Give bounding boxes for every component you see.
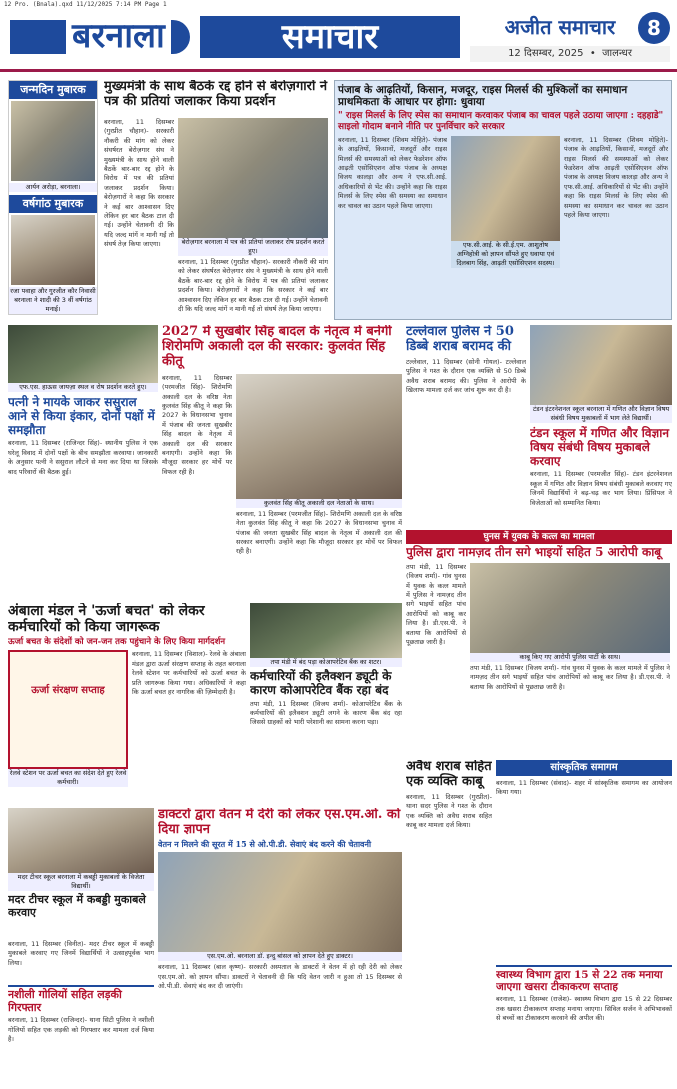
story13-body: बरनाला, 11 दिसम्बर (गुरप्रीत)- थाना सदर पुलिस ने गश्त के दौरान एक व्यक्ति को अवैध शराब सहित काबू कर मामला दर्ज किया। [406,792,492,830]
story4-photo-caption: कुलवंत सिंह कीतू अकाली दल नेताओं के साथ। [236,499,402,508]
paper-name: अजीत समाचार [504,15,616,39]
story7-photo-caption: काबू किए गए आरोपी पुलिस पार्टी के साथ। [470,653,670,662]
birthday-photo [11,101,95,181]
story12-photo-caption: एस.एम.ओ. बरनाला डॉ. इन्दु बांसल को ज्ञापन देते हुए डाक्टर। [158,952,402,961]
story-doctors-memo [158,808,402,1083]
story4-headline: 2027 में सुखबीर सिंह बादल के नेतृत्व में बनेगी शिरोमणि अकाली दल की सरकार: कुलवंत सिंह कीतू [162,325,392,369]
dateline: 12 दिसम्बर, 2025 • जालन्धर [470,46,670,62]
story2-photo-caption: एफ.सी.आई. के सी.ई.एम. आशुतोष अग्निहोत्री को ज्ञापन सौंपते हुए धवाया एवं दिलबाग सिंह, आढ़ती एसोसिएशन सदस्य। [451,241,560,268]
brand-block [10,16,190,56]
story4-body-cont: बरनाला, 11 दिसम्बर (परमजीत सिंह)- शिरोमणि अकाली दल के वरिष्ठ नेता कुलवंत सिंह कीतू ने कहा कि 2027 के विधानसभा चुनाव में पंजाब की जनता सुखबीर सिंह बादल के नेतृत्व में अकाली दल की सरकार बनाएगी। उन्होंने कहा कि मौजूदा सरकार हर मोर्चे पर विफल रही है। [236,509,402,556]
story6-photo-caption: टंडन इंटरनेशनल स्कूल बरनाला में गणित और विज्ञान विषय संबंधी विषय मुकाबलों में भाग लेते विद्यार्थी। [530,405,672,423]
story-arhtiyas [334,80,672,320]
story-vaccination [496,965,672,1083]
date: 12 दिसम्बर, 2025 [508,48,584,59]
story10-photo-caption: मदर टीचर स्कूल बरनाला में कबड्डी मुकाबलों के विजेता विद्यार्थी। [8,873,154,891]
masthead [0,10,677,72]
story8-headline: अंबाला मंडल ने 'ऊर्जा बचत' को लेकर कर्मचारियों को किया जागरूक [8,603,205,636]
anniversary-label: वर्षगांठ मुबारक [9,195,97,213]
story10-body: बरनाला, 11 दिसम्बर (विनीत)- मदर टीचर स्कूल में कबड्डी मुकाबले करवाए गए जिनमें विद्यार्थियों ने उत्साहपूर्वक भाग लिया। [8,940,154,967]
story1-photo-caption: बेरोज़गार बरनाला में पत्र की प्रतियां जलाकर रोष प्रदर्शन करते हुए। [178,238,328,256]
story12-headline: डाक्टरों द्वारा वेतन में देरी को लेकर एस.एम.ओ. को दिया ज्ञापन [158,808,401,837]
story2-body: बरनाला, 11 दिसम्बर (शिवम मोहिते)- पंजाब के आढ़तियों, किसानों, मजदूरों और राइस मिलर्स की समस्याओं को लेकर फेडरेशन ऑफ आढ़ती एसोसिएशन ऑफ पंजाब के अध्यक्ष विजय कालड़ा और अन्य ने एफ.सी.आई. अधिकारियों से भेंट की। उन्होंने कहा कि राइस मिलर्स के लिए स्पेस की समस्या का समाधान कर चावल का उठान पहले किया जाएगा। [338,135,447,210]
story1-body: बरनाला, 11 दिसम्बर (गुरप्रीत चौहान)- सरकारी नौकरी की मांग को लेकर संघर्षरत बेरोज़गार संघ ने मुख्यमंत्री के साथ होने वाली बैठकें बार-बार रद्द होने के विरोध में पत्र की प्रतियां जलाकर प्रदर्शन किया। बेरोज़गारों ने कहा कि सरकार ने कई बार आश्वासन दिए लेकिन हर बार बैठक टाल दी गई। उन्होंने चेतावनी दी कि यदि जल्द मांगें न मानी गईं तो संघर्ष तेज़ किया जाएगा। [104,118,174,249]
city: जालन्धर [602,48,632,59]
masthead-title-left: बरनाला [66,16,171,56]
story-murder-case [406,530,672,755]
story9-body: तपा मंडी, 11 दिसम्बर (विजय शर्मा)- कोआपरेटिव बैंक के कर्मचारियों की इलैक्शन ड्यूटी लगने के कारण बैंक बंद रहा जिससे ग्राहकों को भारी परेशानी का सामना करना पड़ा। [250,699,402,727]
story3-photo [8,325,158,383]
story-akali-dal [162,325,402,600]
story6-body: बरनाला, 11 दिसम्बर (परमजीत सिंह)- टंडन इंटरनेशनल स्कूल में गणित और विज्ञान विषय संबंधी मुकाबले करवाए गए जिनमें विद्यार्थियों ने बढ़-चढ़ कर भाग लिया। प्रिंसिपल ने विजेताओं को सम्मानित किया। [530,470,672,507]
story8-photo-caption: रेलवे स्टेशन पर ऊर्जा बचत का संदेश देते हुए रेलवे कर्मचारी। [9,769,127,787]
story-kabaddi [8,808,154,938]
story1-body-cont: बरनाला, 11 दिसम्बर (गुरप्रीत चौहान)- सरकारी नौकरी की मांग को लेकर संघर्षरत बेरोज़गार संघ ने मुख्यमंत्री के साथ होने वाली बैठकें बार-बार रद्द होने के विरोध में पत्र की प्रतियां जलाकर प्रदर्शन किया। बेरोज़गारों ने कहा कि सरकार ने कई बार आश्वासन दिए लेकिन हर बार बैठक टाल दी गई। उन्होंने चेतावनी दी कि यदि जल्द मांगें न मानी गईं तो संघर्ष तेज़ किया जाएगा। [178,258,328,314]
story15-headline: स्वास्थ्य विभाग द्वारा 15 से 22 तक मनाया जाएगा खसरा टीकाकरण सप्ताह [496,969,663,994]
story1-photo [178,118,328,238]
story4-photo [236,374,402,499]
story3-headline: पत्नी ने मायके जाकर ससुराल आने से किया इंकार, दोनों पक्षों में समझौता [8,395,155,437]
story-cultural [496,760,672,960]
story13-headline: अवैध शराब सहित एक व्यक्ति काबू [406,760,492,789]
story-liquor-recovered [406,325,526,525]
story9-photo [250,603,402,658]
story8-banner-photo [8,650,128,769]
greetings-column [8,80,98,315]
masthead-title-right: समाचार [200,16,460,58]
story7-banner: घुनस में युवक के कत्ल का मामला [406,530,672,544]
story12-subhead: वेतन न मिलने की सूरत में 15 से ओ.पी.डी. सेवाएं बंद करने की चेतावनी [158,838,372,849]
story7-body: तपा मंडी, 11 दिसम्बर (विजय शर्मा)- गांव घुनस में युवक के कत्ल मामले में पुलिस ने नामज़द तीन सगे भाइयों सहित पांच आरोपियों को काबू कर लिया है। डी.एस.पी. ने बताया कि आरोपियों से पूछताछ जारी है। [406,562,466,647]
story-illegal-liquor [406,760,492,1083]
story8-banner-text: ऊर्जा संरक्षण सप्ताह [31,685,105,697]
story6-photo [530,325,672,405]
story8-body: बरनाला, 11 दिसम्बर (विशाल)- रेलवे के अंबाला मंडल द्वारा ऊर्जा संरक्षण सप्ताह के तहत बरनाला रेलवे स्टेशन पर कर्मचारियों को ऊर्जा बचत के प्रति जागरूक किया गया। अधिकारियों ने कहा कि ऊर्जा बचत हर नागरिक की ज़िम्मेदारी है। [132,650,246,696]
story-arrest [8,985,154,1083]
story-family-dispute [8,325,158,600]
story3-photo-caption: एफ.एस. हाऊस जायज़ा स्थल व रोष प्रदर्शन करते हुए। [8,383,158,392]
story15-body: बरनाला, 11 दिसम्बर (राजेश)- स्वास्थ्य विभाग द्वारा 15 से 22 दिसम्बर तक खसरा टीकाकरण सप्ताह मनाया जाएगा। सिविल सर्जन ने अभिभावकों से बच्चों का टीकाकरण करवाने की अपील की। [496,995,672,1022]
anniversary-photo [11,215,95,285]
story11-body: बरनाला, 11 दिसम्बर (राजिन्दर)- थाना सिटी पुलिस ने नशीली गोलियों सहित एक लड़की को गिरफ्तार कर मामला दर्ज किया है। [8,1016,154,1044]
story6-headline: टंडन स्कूल में गणित और विज्ञान विषय संबंधी विषय मुकाबले करवाए [530,426,670,468]
story9-photo-caption: तपा मंडी में बंद पड़ा कोआपरेटिव बैंक का शटर। [250,658,402,667]
story7-headline: पुलिस द्वारा नामज़द तीन सगे भाइयों सहित 5 आरोपी काबू [406,545,662,559]
story-coop-bank [250,603,402,803]
story-protest [104,80,328,315]
story11-headline: नशीली गोलियों सहित लड़की गिरफ्तार [8,988,122,1014]
story2-body-cont: बरनाला, 11 दिसम्बर (शिवम मोहिते)- पंजाब के आढ़तियों, किसानों, मजदूरों और राइस मिलर्स की समस्याओं को लेकर फेडरेशन ऑफ आढ़ती एसोसिएशन ऑफ पंजाब के अध्यक्ष विजय कालड़ा और अन्य ने एफ.सी.आई. अधिकारियों से भेंट की। उन्होंने कहा कि राइस मिलर्स के लिए स्पेस की समस्या का समाधान कर चावल का उठान पहले किया जाएगा। [563,135,668,219]
page-number: 8 [638,12,670,44]
story4-body: बरनाला, 11 दिसम्बर (परमजीत सिंह)- शिरोमणि अकाली दल के वरिष्ठ नेता कुलवंत सिंह कीतू ने कहा कि 2027 के विधानसभा चुनाव में पंजाब की जनता सुखबीर सिंह बादल के नेतृत्व में अकाली दल की सरकार बनाएगी। उन्होंने कहा कि मौजूदा सरकार हर मोर्चे पर विफल रही है। [162,373,232,476]
story7-body-cont: तपा मंडी, 11 दिसम्बर (विजय शर्मा)- गांव घुनस में युवक के कत्ल मामले में पुलिस ने नामज़द तीन सगे भाइयों सहित पांच आरोपियों को काबू कर लिया है। डी.एस.पी. ने बताया कि आरोपियों से पूछताछ जारी है। [470,663,670,691]
story10-photo [8,808,154,873]
story3-body: बरनाला, 11 दिसम्बर (राजिन्दर सिंह)- स्थानीय पुलिस ने एक घरेलू विवाद में दोनों पक्षों के बीच समझौता करवाया। जानकारी के अनुसार पत्नी ने ससुराल लौटने से मना कर दिया था जिसके बाद परिवारों की बैठक हुई। [8,439,158,476]
story14-body: बरनाला, 11 दिसम्बर (संवाद)- शहर में सांस्कृतिक समागम का आयोजन किया गया। [496,779,672,797]
story2-photo [451,136,560,241]
story2-subhead: " राइस मिलर्स के लिए स्पेस का समाधान करवाकर पंजाब का चावल पहले उठाया जाएगा : दहहाडे" साइलो गोदाम बनाने नीति पर पुनर्विचार करे सरकार [338,111,664,132]
birthday-label: जन्मदिन मुबारक [9,81,97,99]
story10-headline: मदर टीचर स्कूल में कबड्डी मुकाबले करवाए [8,893,146,919]
story12-photo [158,852,402,952]
anniversary-caption: रजा पवाहा और गुरजीत कौर निवासी बरनाला ने शादी की 3 वीं वर्षगांठ मनाई। [10,287,96,313]
story2-headline: पंजाब के आढ़तियों, किसान, मजदूर, राइस मिलर्स की मुश्किलों का समाधान प्राथमिकता के आधार पर होगा: धुवाया [338,84,628,109]
story12-body: बरनाला, 11 दिसम्बर (बाल कृष्ण)- सरकारी अस्पताल के डाक्टरों ने वेतन में हो रही देरी को लेकर एस.एम.ओ. को ज्ञापन सौंपा। डाक्टरों ने चेतावनी दी कि यदि वेतन जारी न हुआ तो 15 दिसम्बर से ओ.पी.डी. सेवाएं बंद कर दी जाएंगी। [158,963,402,991]
story9-headline: कर्मचारियों की इलैक्शन ड्यूटी के कारण कोआपरेटिव बैंक रहा बंद [250,669,392,697]
story5-body: टल्लेवाल, 11 दिसम्बर (सोनी गोयल)- टल्लेवाल पुलिस ने गश्त के दौरान एक व्यक्ति से 50 डिब्बे अवैध शराब बरामद की। पुलिस ने आरोपी के खिलाफ मामला दर्ज कर जांच शुरू कर दी है। [406,357,526,395]
story8-subhead: ऊर्जा बचत के संदेशों को जन-जन तक पहुंचाने के लिए किया मार्गदर्शन [8,637,226,648]
story1-headline: मुख्यमंत्री के साथ बैठकें रद्द होने से बेरोज़गारों ने पत्र की प्रतियां जलाकर किया प्रदर्शन [104,80,328,109]
story-energy-saving [8,603,246,803]
story14-headline: सांस्कृतिक समागम [496,760,672,776]
file-info: 12 Pro. (Bnala).qxd 11/12/2025 7:14 PM Page 1 [4,1,167,8]
birthday-caption: आर्यन अरोड़ा, बरनाला। [9,183,97,192]
story7-photo [470,563,670,653]
story5-headline: टल्लेवाल पुलिस ने 50 डिब्बे शराब बरामद की [406,325,514,354]
